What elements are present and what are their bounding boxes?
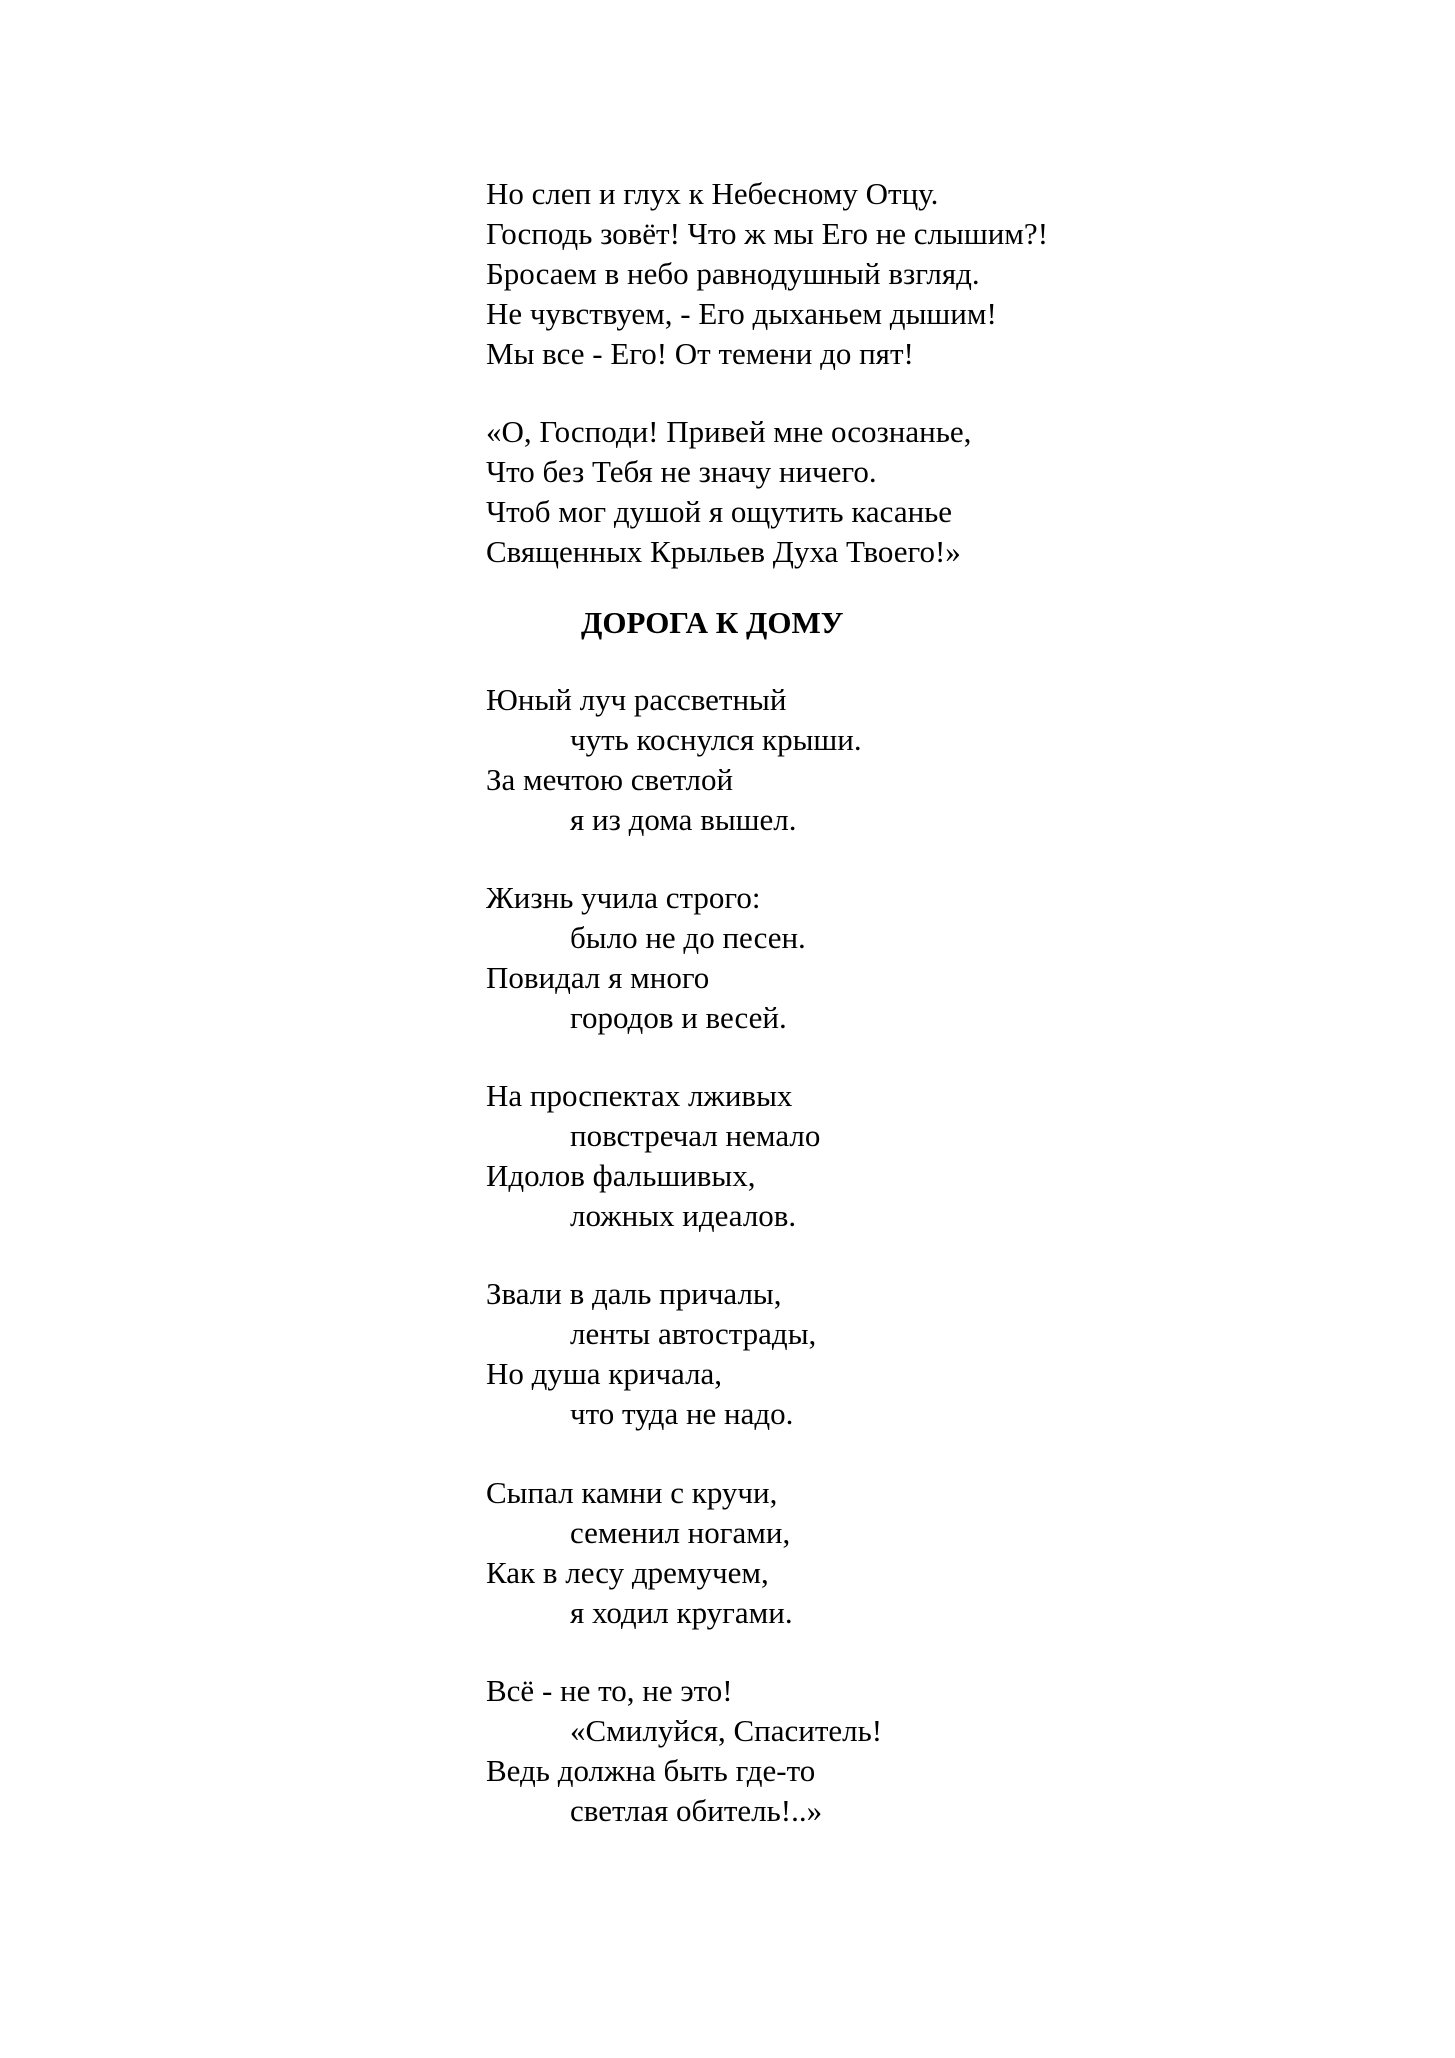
- verse-line: было не до песен.: [570, 920, 806, 955]
- verse-line: Мы все - Его! От темени до пят!: [486, 336, 914, 371]
- verse-line: Идолов фальшивых,: [486, 1158, 756, 1193]
- verse-line: Юный луч рассветный: [486, 682, 787, 717]
- verse-line: Жизнь учила строго:: [486, 880, 761, 915]
- verse-line: я ходил кругами.: [570, 1595, 793, 1630]
- verse-line: повстречал немало: [570, 1118, 821, 1153]
- verse-line: я из дома вышел.: [570, 802, 797, 837]
- verse-line: Всё - не то, не это!: [486, 1673, 733, 1708]
- verse-line: Сыпал камни с кручи,: [486, 1475, 778, 1510]
- poem-title: ДОРОГА К ДОМУ: [581, 605, 844, 640]
- verse-line: Как в лесу дремучем,: [486, 1555, 769, 1590]
- verse-line: что туда не надо.: [570, 1396, 794, 1431]
- verse-line: Что без Тебя не значу ничего.: [486, 454, 877, 489]
- verse-line: ленты автострады,: [570, 1316, 817, 1351]
- verse-line: «Смилуйся, Спаситель!: [570, 1713, 883, 1748]
- verse-line: Звали в даль причалы,: [486, 1276, 782, 1311]
- verse-line: ложных идеалов.: [570, 1198, 797, 1233]
- verse-line: Ведь должна быть где-то: [486, 1753, 816, 1788]
- verse-line: «О, Господи! Привей мне осознанье,: [486, 414, 972, 449]
- verse-line: Но слеп и глух к Небесному Отцу.: [486, 176, 939, 211]
- verse-line: Господь зовёт! Что ж мы Его не слышим?!: [486, 216, 1049, 251]
- verse-line: На проспектах лживых: [486, 1078, 793, 1113]
- verse-line: городов и весей.: [570, 1000, 787, 1035]
- verse-line: За мечтою светлой: [486, 762, 734, 797]
- verse-line: Бросаем в небо равнодушный взгляд.: [486, 256, 980, 291]
- verse-line: светлая обитель!..»: [570, 1793, 823, 1828]
- verse-line: Чтоб мог душой я ощутить касанье: [486, 494, 953, 529]
- verse-line: Повидал я много: [486, 960, 710, 995]
- verse-line: семенил ногами,: [570, 1515, 791, 1550]
- verse-line: Но душа кричала,: [486, 1356, 723, 1391]
- verse-line: Не чувствуем, - Его дыханьем дышим!: [486, 296, 997, 331]
- verse-line: чуть коснулся крыши.: [570, 722, 862, 757]
- verse-line: Священных Крыльев Духа Твоего!»: [486, 534, 961, 569]
